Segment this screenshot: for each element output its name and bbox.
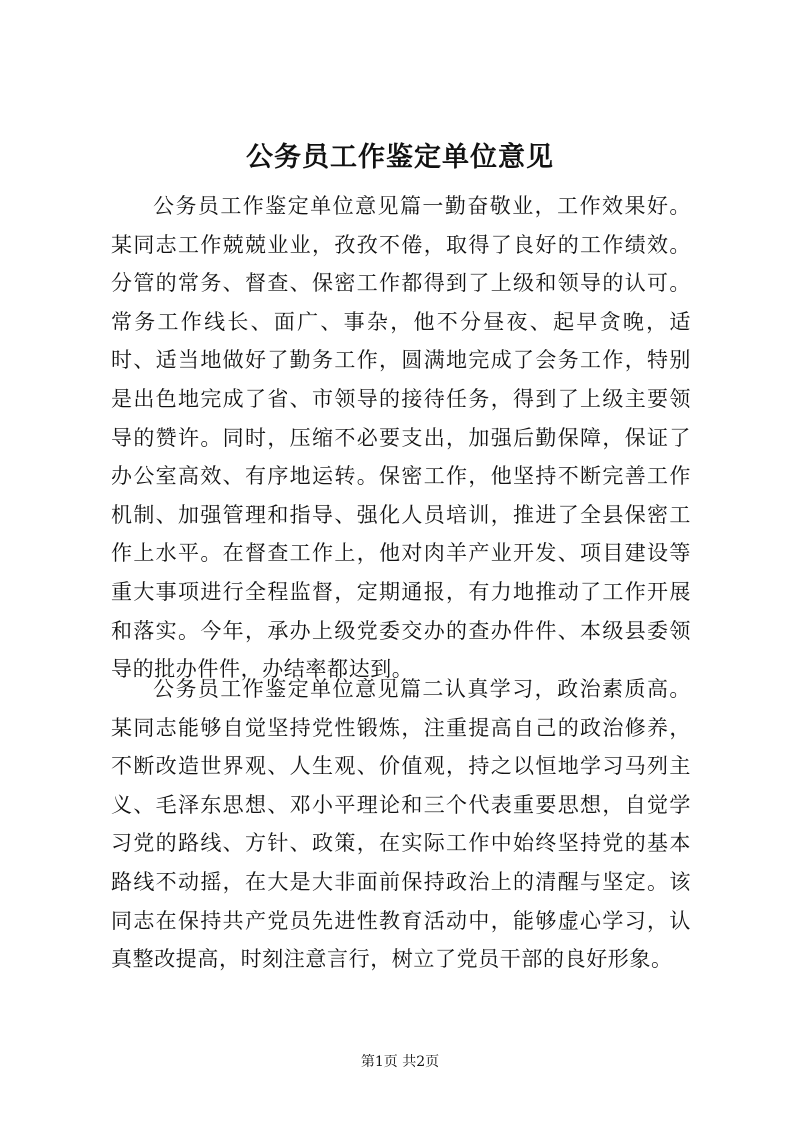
page-title: 公务员工作鉴定单位意见 [246,142,554,173]
paragraph-1: 公务员工作鉴定单位意见篇一勤奋敬业，工作效果好。某同志工作兢兢业业，孜孜不倦，取得了良好的工作绩效。分管的常务、督查、保密工作都得到了上级和领导的认可。常务工作线长、面广、事杂，他不分昼夜、起早贪晚，适时、适当地做好了勤务工作，圆满地完成了会务工作，特别是出色地完成了省、市领导的接待任务，得到了上级主要领导的赞许。同时，压缩不必要支出，加强后勤保障，保证了办公室高效、有序地运转。保密工作，他坚持不断完善工作机制、加强管理和指导、强化人员培训，推进了全县保密工作上水平。在督查工作上，他对肉羊产业开发、项目建设等重大事项进行全程监督，定期通报，有力地推动了工作开展和落实。今年，承办上级党委交办的查办件件、本级县委领导的批办件件，办结率都达到。 [111,194,691,682]
page-number-footer: 第1页 共2页 [360,1054,440,1070]
paragraph-2: 公务员工作鉴定单位意见篇二认真学习，政治素质高。某同志能够自觉坚持党性锻炼，注重提高自己的政治修养，不断改造世界观、人生观、价值观，持之以恒地学习马列主义、毛泽东思想、邓小平理论和三个代表重要思想，自觉学习党的路线、方针、政策，在实际工作中始终坚持党的基本路线不动摇，在大是大非面前保持政治上的清醒与坚定。该同志在保持共产党员先进性教育活动中，能够虚心学习，认真整改提高，时刻注意言行，树立了党员干部的良好形象。 [111,677,691,972]
